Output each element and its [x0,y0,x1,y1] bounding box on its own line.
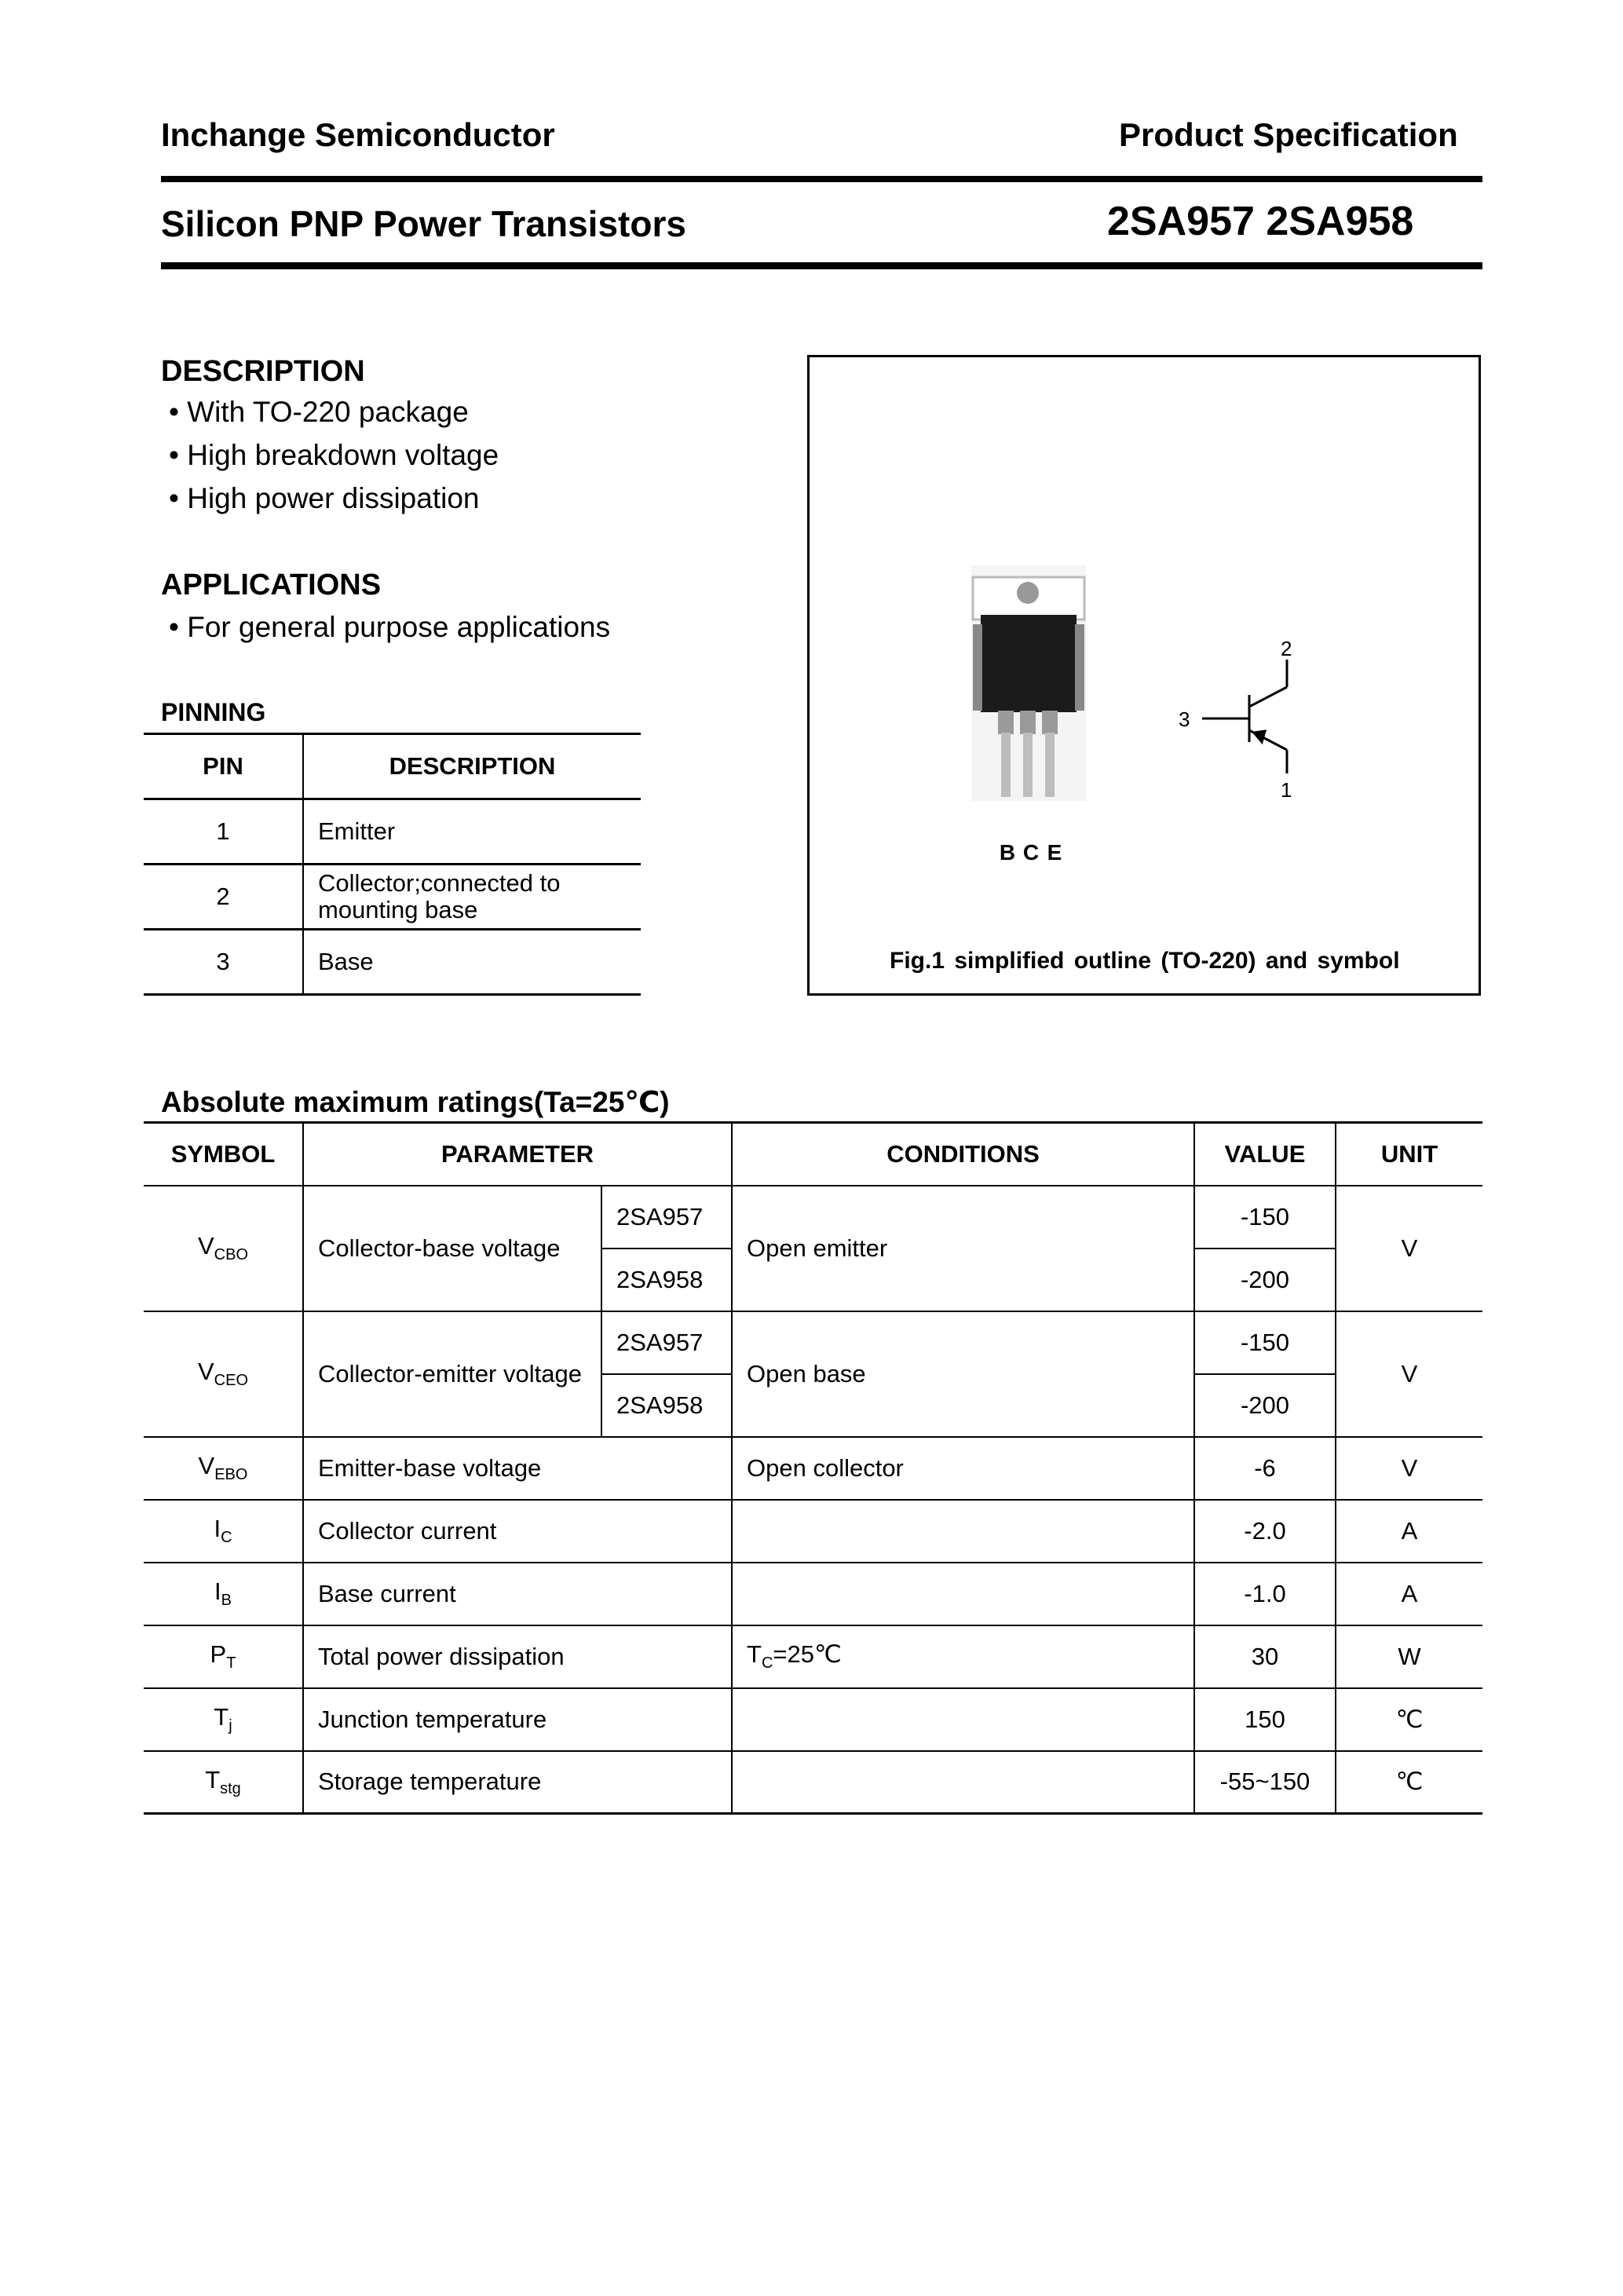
description-item: • High power dissipation [169,482,480,514]
applications-item: • For general purpose applications [169,611,611,643]
table-row [144,799,641,865]
symbol-cell: $P_T$ [144,1625,303,1688]
symbol-label-emitter: 1 [1281,778,1292,802]
value-cell: -55~150 [1194,1751,1336,1814]
conditions-cell: $T_C=25℃$ [732,1625,1194,1688]
conditions-cell [732,1563,1194,1625]
pin-label-c: C [1022,840,1040,865]
unit-header: UNIT [1336,1123,1482,1186]
pin-description-line: mounting base [318,896,478,923]
part-numbers: 2SA957 2SA958 [1107,199,1414,244]
conditions-cell [732,1500,1194,1563]
conditions-cell: Open base [732,1311,1194,1437]
pin-number: 3 [144,930,303,995]
pin-description-line: Collector;connected to [318,869,561,897]
symbol-cell: $T_j$ [144,1688,303,1751]
value-cell: -200 [1194,1374,1336,1437]
doc-type: Product Specification [1119,116,1458,153]
value-cell: -1.0 [1194,1563,1336,1625]
table-row [144,1311,1482,1374]
symbol-label-collector: 2 [1281,637,1292,660]
parameter-cell: Collector-base voltage [303,1186,601,1311]
parameter-cell: Collector current [303,1500,732,1563]
pin-number: 1 [144,799,303,865]
conditions-cell [732,1751,1194,1814]
symbol-cell: $V_{CBO}$ [144,1186,303,1311]
pin-number: 2 [144,865,303,930]
conditions-cell: Open collector [732,1437,1194,1500]
table-row [144,1563,1482,1625]
symbol-cell: $I_B$ [144,1563,303,1625]
variant-cell: 2SA957 [601,1311,732,1374]
value-cell: -150 [1194,1186,1336,1249]
unit-cell: ℃ [1336,1751,1482,1814]
conditions-cell [732,1688,1194,1751]
applications-title: APPLICATIONS [161,569,382,601]
value-cell: 30 [1194,1625,1336,1688]
unit-cell: ℃ [1336,1688,1482,1751]
ratings-table [144,1121,1482,1815]
pinning-title: PINNING [161,698,266,726]
ratings-title: Absolute maximum ratings(Ta=25℃) [161,1086,670,1118]
to220-package-image [971,565,1086,801]
pinning-table [144,733,641,996]
figure-caption: Fig.1 simplified outline (TO-220) and symbol [890,948,1400,974]
value-cell: -6 [1194,1437,1336,1500]
conditions-cell: Open emitter [732,1186,1194,1311]
value-cell: -2.0 [1194,1500,1336,1563]
table-row [144,865,641,930]
unit-cell: V [1336,1437,1482,1500]
pin-label-b: B [999,840,1016,865]
product-line: Silicon PNP Power Transistors [161,203,686,244]
pin-label-e: E [1047,840,1062,865]
pin-description-header: DESCRIPTION [303,734,641,799]
parameter-cell: Emitter-base voltage [303,1437,732,1500]
table-row [144,1186,1482,1249]
pin-header: PIN [144,734,303,799]
pin-description: Emitter [303,799,641,865]
parameter-cell: Total power dissipation [303,1625,732,1688]
unit-cell: V [1336,1186,1482,1311]
figure-drawing [810,357,1479,993]
symbol-label-base: 3 [1179,707,1190,731]
parameter-cell: Junction temperature [303,1688,732,1751]
unit-cell: A [1336,1563,1482,1625]
parameter-header: PARAMETER [303,1123,732,1186]
conditions-header: CONDITIONS [732,1123,1194,1186]
parameter-cell: Base current [303,1563,732,1625]
unit-cell: A [1336,1500,1482,1563]
header-rule-bottom [161,262,1482,269]
symbol-cell: $V_{EBO}$ [144,1437,303,1500]
pnp-transistor-symbol [1202,660,1287,773]
symbol-header: SYMBOL [144,1123,303,1186]
variant-cell: 2SA958 [601,1374,732,1437]
unit-cell: V [1336,1311,1482,1437]
symbol-cell: $I_C$ [144,1500,303,1563]
table-row [144,1688,1482,1751]
symbol-cell: $V_{CEO}$ [144,1311,303,1437]
description-item: • High breakdown voltage [169,439,499,471]
variant-cell: 2SA957 [601,1186,732,1249]
variant-cell: 2SA958 [601,1249,732,1311]
header-rule-top [161,176,1482,182]
table-row [144,930,641,995]
table-row [144,1751,1482,1814]
table-row [144,1500,1482,1563]
unit-cell: W [1336,1625,1482,1688]
value-cell: -150 [1194,1311,1336,1374]
parameter-cell: Storage temperature [303,1751,732,1814]
symbol-cell: $T_{stg}$ [144,1751,303,1814]
description-item: • With TO-220 package [169,396,469,428]
pin-description: Base [303,930,641,995]
figure-box [807,355,1481,996]
description-title: DESCRIPTION [161,355,365,388]
table-row [144,1625,1482,1688]
company-name: Inchange Semiconductor [161,116,555,153]
parameter-cell: Collector-emitter voltage [303,1311,601,1437]
value-header: VALUE [1194,1123,1336,1186]
value-cell: -200 [1194,1249,1336,1311]
pin-description [303,865,641,930]
table-row [144,1437,1482,1500]
value-cell: 150 [1194,1688,1336,1751]
